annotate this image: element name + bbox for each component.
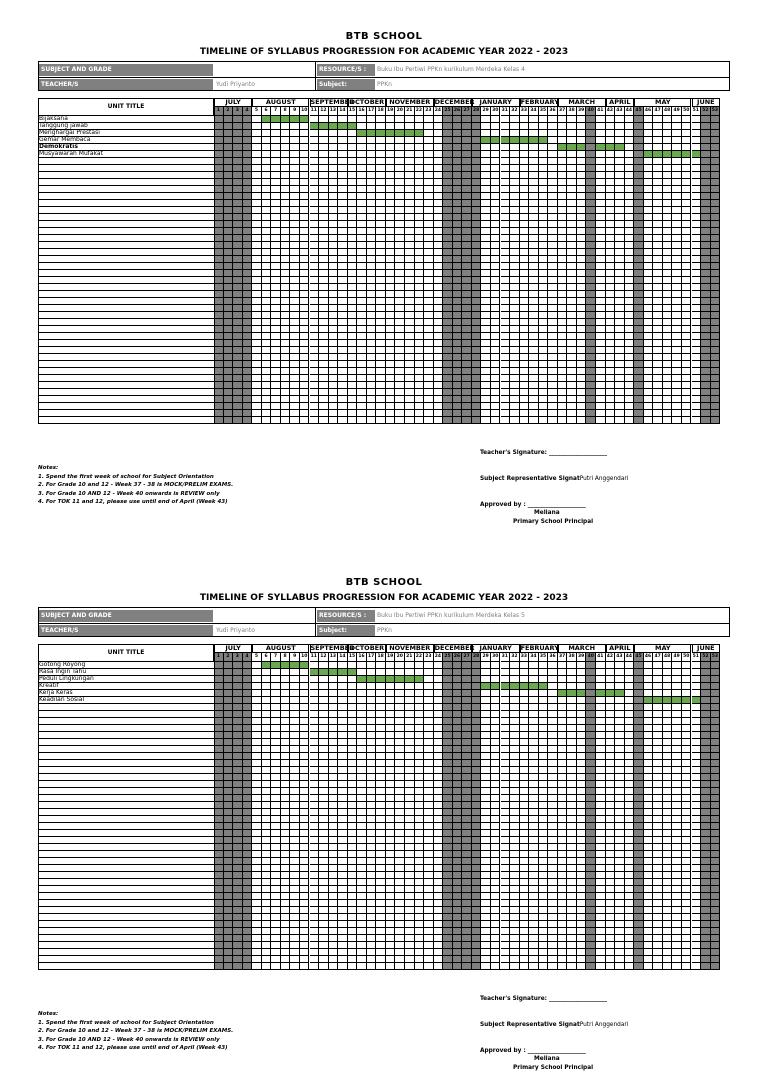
week-number: 27 [462,653,472,662]
resources-label: RESOURCE/S : [317,64,375,76]
week-number: 51 [692,653,702,662]
week-number: 48 [663,107,673,116]
month-header: NOVEMBER [386,98,434,107]
week-number: 43 [615,653,625,662]
week-number: 14 [338,107,348,116]
subject-grade-label: SUBJECT AND GRADE [39,610,213,622]
week-number: 33 [520,107,530,116]
unit-title-header: UNIT TITLE [38,644,214,662]
unit-title: Gemar Membaca [38,137,214,144]
week-number: 26 [453,107,463,116]
month-header: JUNE [692,644,721,653]
week-number: 39 [577,107,587,116]
week-number: 28 [472,107,482,116]
unit-title: Bijaksana [38,116,214,123]
week-number: 52 [701,107,711,116]
week-number: 4 [243,107,253,116]
week-number: 44 [625,653,635,662]
month-header: MAY [634,644,691,653]
teachers-label: TEACHER/S [39,625,213,636]
week-number: 25 [443,653,453,662]
timeline-grid [38,644,720,970]
week-number: 2 [224,107,234,116]
month-header: JULY [214,98,252,107]
week-number: 35 [539,653,549,662]
month-header: OCTOBER [349,98,385,106]
week-number: 10 [300,653,310,662]
subject-value: PPKn [377,81,392,88]
week-number: 1 [214,653,224,662]
timeline-title: TIMELINE OF SYLLABUS PROGRESSION FOR ACADEMIC YEAR 2022 - 2023 [199,593,569,603]
week-number: 31 [501,107,511,116]
resources-label: RESOURCE/S : [317,610,375,622]
week-number: 26 [453,653,463,662]
unit-title-header: UNIT TITLE [38,98,214,116]
resources-value: Buku Ibu Pertiwi PPKn kurikulum Merdeka Kelas 5 [377,612,525,619]
subject-rep-signature [480,476,628,482]
week-number: 11 [310,653,320,662]
unit-title: Demokratis [38,144,214,151]
week-number: 38 [567,107,577,116]
week-number: 42 [606,107,616,116]
week-number: 19 [386,653,396,662]
subject-rep-name: Putri Anggendari [579,476,629,482]
header-divider [39,623,729,624]
week-number: 47 [653,653,663,662]
week-number: 13 [329,653,339,662]
month-header: NOVEMBER [386,644,434,653]
week-number: 44 [625,107,635,116]
week-number: 30 [491,107,501,116]
week-number: 40 [586,653,596,662]
approver-name: Meliana [534,510,560,516]
week-number: 21 [405,653,415,662]
week-number: 7 [271,653,281,662]
week-number: 15 [348,653,358,662]
unit-column-frame [38,98,215,424]
month-header: MARCH [558,644,606,653]
week-number: 3 [233,107,243,116]
week-number: 46 [644,107,654,116]
month-header: OCTOBER [349,644,385,652]
week-number: 38 [567,653,577,662]
teacher-value: Yudi Priyanto [216,627,255,634]
week-number: 46 [644,653,654,662]
week-number: 8 [281,107,291,116]
notes-heading: Notes: [38,465,59,471]
note-line: 2. For Grade 10 and 12 - Week 37 - 38 is MOCK/PRELIM EXAMS. [38,482,234,488]
week-number: 42 [606,653,616,662]
unit-title: Keadilan Sosial [38,697,214,704]
week-number: 45 [634,107,644,116]
week-number: 2 [224,653,234,662]
timeline-title: TIMELINE OF SYLLABUS PROGRESSION FOR ACADEMIC YEAR 2022 - 2023 [199,47,569,57]
school-name: BTB SCHOOL [345,31,423,42]
week-number: 48 [663,653,673,662]
week-number: 37 [558,107,568,116]
month-header: MARCH [558,98,606,107]
week-number: 29 [481,107,491,116]
week-number: 31 [501,653,511,662]
week-number: 19 [386,107,396,116]
week-number: 43 [615,107,625,116]
subject-value: PPKn [377,627,392,634]
week-number: 29 [481,653,491,662]
week-number: 18 [376,107,386,116]
week-number: 17 [367,653,377,662]
approved-by: Approved by : ____________________ [480,1048,586,1054]
note-line: 4. For TOK 11 and 12, please use until end of April (Week 43) [38,1045,228,1051]
subject-rep-signature [480,1022,628,1028]
header-info-box [38,607,730,637]
subject-label: Subject: [317,79,375,90]
week-number: 7 [271,107,281,116]
notes-section [38,464,233,507]
week-number: 24 [434,107,444,116]
week-number: 5 [252,107,262,116]
subject-rep-name: Putri Anggendari [579,1022,629,1028]
unit-title: Menghargai Prestasi [38,130,214,137]
week-number: 53 [711,653,721,662]
week-number: 21 [405,107,415,116]
week-number: 10 [300,107,310,116]
week-number: 16 [357,107,367,116]
month-header: JANUARY [472,644,520,653]
week-number: 25 [443,107,453,116]
note-line: 2. For Grade 10 and 12 - Week 37 - 38 is MOCK/PRELIM EXAMS. [38,1028,234,1034]
week-number: 36 [548,107,558,116]
approved-by: Approved by : ____________________ [480,502,586,508]
timeline-grid [38,98,720,424]
week-number: 22 [415,653,425,662]
week-number: 16 [357,653,367,662]
week-number: 49 [672,653,682,662]
unit-title: Peduli Lingkungan [38,676,214,683]
note-line: 3. For Grade 10 AND 12 - Week 40 onwards is REVIEW only [38,490,220,497]
week-number: 36 [548,653,558,662]
unit-title: Tanggung jawab [38,123,214,130]
month-header: APRIL [606,98,635,107]
month-header: JULY [214,644,252,653]
subject-rep-label: Subject Representative Signat [480,476,580,482]
month-header: APRIL [606,644,635,653]
week-number: 5 [252,653,262,662]
week-number: 24 [434,653,444,662]
week-number: 34 [529,107,539,116]
month-header: DECEMBER [434,98,475,106]
notes-section [38,1010,233,1053]
approver-title: Primary School Principal [513,519,594,525]
week-number: 37 [558,653,568,662]
week-number: 8 [281,653,291,662]
unit-title: Musyawarah Mufakat [38,151,214,158]
week-number: 41 [596,107,606,116]
notes-heading: Notes: [38,1011,59,1017]
week-number: 35 [539,107,549,116]
week-number: 22 [415,107,425,116]
month-header: SEPTEMBER [310,98,355,106]
note-line: 3. For Grade 10 AND 12 - Week 40 onwards is REVIEW only [38,1036,220,1043]
week-number: 49 [672,107,682,116]
unit-column-frame [38,644,215,970]
header-divider-vertical [315,608,316,636]
unit-title: Gotong Royong [38,662,214,669]
week-number: 33 [520,653,530,662]
month-header: AUGUST [252,644,309,653]
week-number: 40 [586,107,596,116]
week-number: 12 [319,107,329,116]
week-number: 11 [310,107,320,116]
week-number: 39 [577,653,587,662]
teacher-signature: Teacher's Signature: ____________________ [480,450,607,456]
week-number: 15 [348,107,358,116]
week-number: 4 [243,653,253,662]
week-number: 23 [424,653,434,662]
approver-name: Meliana [534,1056,560,1062]
week-number: 6 [262,107,272,116]
week-number: 14 [338,653,348,662]
note-line: 4. For TOK 11 and 12, please use until end of April (Week 43) [38,499,228,505]
header-divider [39,77,729,78]
week-number: 13 [329,107,339,116]
month-header: AUGUST [252,98,309,107]
teacher-value: Yudi Priyanto [216,81,255,88]
week-number: 27 [462,107,472,116]
week-number: 9 [290,107,300,116]
month-header: FEBRUARY [520,98,559,106]
week-number: 28 [472,653,482,662]
week-number: 45 [634,653,644,662]
month-header: JUNE [692,98,721,107]
week-number: 12 [319,653,329,662]
subject-label: Subject: [317,625,375,636]
approver-title: Primary School Principal [513,1065,594,1071]
unit-title: Kreatif [38,683,214,690]
week-number: 34 [529,653,539,662]
month-header: FEBRUARY [520,644,559,652]
week-number: 20 [395,653,405,662]
teachers-label: TEACHER/S [39,79,213,90]
unit-title: Rasa Ingin Tahu [38,669,214,676]
week-number: 52 [701,653,711,662]
week-number: 20 [395,107,405,116]
week-number: 1 [214,107,224,116]
week-number: 9 [290,653,300,662]
week-number: 6 [262,653,272,662]
week-number: 32 [510,107,520,116]
week-number: 51 [692,107,702,116]
month-header: SEPTEMBER [310,644,355,652]
teacher-signature: Teacher's Signature: ____________________ [480,996,607,1002]
school-name: BTB SCHOOL [345,577,423,588]
week-number: 23 [424,107,434,116]
week-number: 17 [367,107,377,116]
week-number: 47 [653,107,663,116]
week-number: 41 [596,653,606,662]
week-number: 50 [682,107,692,116]
week-number: 50 [682,653,692,662]
note-line: 1. Spend the first week of school for Subject Orientation [38,473,214,480]
week-number: 3 [233,653,243,662]
week-number: 32 [510,653,520,662]
subject-grade-label: SUBJECT AND GRADE [39,64,213,76]
week-number: 30 [491,653,501,662]
header-info-box [38,61,730,91]
resources-value: Buku Ibu Pertiwi PPKn kurikulum Merdeka Kelas 4 [377,66,525,73]
header-divider-vertical [315,62,316,90]
month-header: DECEMBER [434,644,475,652]
week-number: 18 [376,653,386,662]
unit-title: Kerja Keras [38,690,214,697]
month-header: JANUARY [472,98,520,107]
subject-rep-label: Subject Representative Signat [480,1022,580,1028]
month-header: MAY [634,98,691,107]
week-number: 53 [711,107,721,116]
note-line: 1. Spend the first week of school for Subject Orientation [38,1019,214,1026]
